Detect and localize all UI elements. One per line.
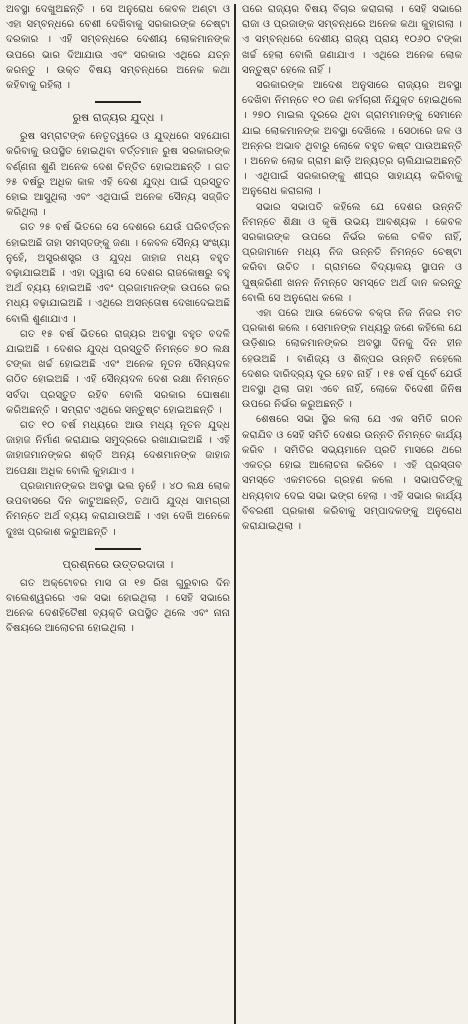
left-column <box>4 2 234 1024</box>
left-paragraph-6: ପ୍ରଜାମାନଙ୍କର ଅବସ୍ଥା ଭଲ ନୁହେଁ । ୪୦ ଲକ୍ଷ ଲୋକ ଉପବାସରେ ଦିନ କାଟୁଅଛନ୍ତି, ତଥାପି ଯୁଦ୍ଧ ସାମଗ୍ରୀ ନିମନ୍ତେ ଅର୍ଥ ବ୍ୟୟ କରାଯାଉଅଛି । ଏହା ଦେଖି ଅନେକେ ଦୁଃଖ ପ୍ରକାଶ କରୁଅଛନ୍ତି । <box>6 480 230 538</box>
right-column <box>236 2 464 1024</box>
left-paragraph-5: ଗତ ୧୦ ବର୍ଷ ମଧ୍ୟରେ ଆଉ ମଧ୍ୟ ନୂତନ ଯୁଦ୍ଧ ଜାହାଜ ନିର୍ମାଣ କରାଯାଇ ସମୁଦ୍ରରେ ରଖାଯାଇଅଛି । ଏହି ଜାହାଜମାନଙ୍କର ଶକ୍ତି ଅନ୍ୟ ଦେଶମାନଙ୍କ ଜାହାଜ ଅପେକ୍ଷା ଅଧିକ ବୋଲି କୁହାଯାଏ । <box>6 420 230 477</box>
left-paragraph-2: ରୁଷ ସମ୍ରାଟଙ୍କ ନେତୃତ୍ୱରେ ଓ ଯୁଦ୍ଧରେ ସହଯୋଗ କରିବାକୁ ଉପସ୍ଥିତ ହୋଇଥିବା ବର୍ତ୍ତମାନ ରୁଷ ସରକାରଙ୍କ ବର୍ଣ୍ଣନା ଶୁଣି ଅନେକ ଦେଶ ଚିନ୍ତିତ ହୋଇଅଛନ୍ତି । ଗତ ୨୫ ବର୍ଷରୁ ଅଧିକ କାଳ ଏହି ଦେଶ ଯୁଦ୍ଧ ପାଇଁ ପ୍ରସ୍ତୁତ ହୋଇ ଆସୁଥିଲା ଏବଂ ଏଥିପାଇଁ ଅନେକ ସୈନ୍ୟ ସଜ୍ଜିତ କରିଥିଲା । <box>6 131 230 219</box>
right-paragraph-4: ଏହା ପରେ ଆଉ କେତେକ ବକ୍ତା ନିଜ ନିଜର ମତ ପ୍ରକାଶ କଲେ । ସେମାନଙ୍କ ମଧ୍ୟରୁ ଜଣେ କହିଲେ ଯେ ଉଡ଼ିଶାର ଲୋକମାନଙ୍କର ଅବସ୍ଥା ଦିନକୁ ଦିନ ହୀନ ହେଉଅଛି । ବାଣିଜ୍ୟ ଓ ଶିଳ୍ପର ଉନ୍ନତି ନହେଲେ ଦେଶର ଦାରିଦ୍ର୍ୟ ଦୂର ହେବ ନାହିଁ । ୧୫ ବର୍ଷ ପୂର୍ବେ ଯେଉଁ ଅବସ୍ଥା ଥିଲା ତାହା ଏବେ ନାହିଁ, ଲୋକେ ବିଦେଶୀ ଜିନିଷ ଉପରେ ନିର୍ଭର କରୁଅଛନ୍ତି । <box>242 308 462 411</box>
left-paragraph-1: ଅବସ୍ଥା ଦେଖୁଅଛନ୍ତି । ସେ ଅନୁରୋଧ କେବଳ ଅଣ୍ଟା ଓ ଏହା ସମ୍ବନ୍ଧରେ ବେଶୀ ଦେଖିବାକୁ ସରକାରଙ୍କ ଚେଷ୍ଟା ଦରକାର । ଏହି ସମ୍ବନ୍ଧରେ ଦେଶୀୟ ଲୋକମାନଙ୍କ ଉପରେ ଭାର ଦିଆଯାଉ ଏବଂ ସରକାର ଏଥିରେ ଯତ୍ନ କରନ୍ତୁ । ଉକ୍ତ ବିଷୟ ସମ୍ବନ୍ଧରେ ଅନେକ କଥା କହିବାକୁ ରହିଲା । <box>6 4 230 92</box>
left-paragraph-7: ଗତ ଅକ୍ଟୋବର ମାସ ତା ୧୭ ରିଖ ଗୁରୁବାର ଦିନ ବାଲେଶ୍ୱରରେ ଏକ ସଭା ହୋଇଥିଲା । ସେହି ସଭାରେ ଅନେକ ଦେଶହିତୈଷୀ ବ୍ୟକ୍ତି ଉପସ୍ଥିତ ଥିଲେ ଏବଂ ନାନା ବିଷୟରେ ଆଲୋଚନା ହୋଇଥିଲା । <box>6 577 230 635</box>
article-heading-russia: ରୁଷ ରାଜ୍ୟର ଯୁଦ୍ଧ । <box>72 111 164 125</box>
right-paragraph-1: ପରେ ରାଜ୍ୟର ବିଷୟ ବିଚାର କରାଗଲା । ସେହି ସଭାରେ ରାଜା ଓ ପ୍ରଜାଙ୍କ ସମ୍ବନ୍ଧରେ ଅନେକ କଥା କୁହାଗଲା । ଏ ସମ୍ବନ୍ଧରେ ଦେଶୀୟ ରାଜ୍ୟ ପ୍ରାୟ ୧୦୬୦ ଟଙ୍କା ଖର୍ଚ୍ଚ ହେଲା ବୋଲି ଜଣାଯାଏ । ଏଥିରେ ଅନେକ ଲୋକ ସନ୍ତୁଷ୍ଟ ହେଲେ ନାହିଁ । <box>242 4 462 76</box>
right-paragraph-2: ସରକାରଙ୍କ ଆଦେଶ ଅନୁସାରେ ରାଜ୍ୟର ଅବସ୍ଥା ଦେଖିବା ନିମନ୍ତେ ୧୦ ଜଣ କର୍ମଚାରୀ ନିଯୁକ୍ତ ହୋଇଥିଲେ । ୨୭୦ ମାଇଲ ଦୂରରେ ଥିବା ଗ୍ରାମମାନଙ୍କୁ ସେମାନେ ଯାଇ ଲୋକମାନଙ୍କ ଅବସ୍ଥା ଦେଖିଲେ । ସେଠାରେ ଜଳ ଓ ଅନ୍ନର ଅଭାବ ଥିବାରୁ ଲୋକେ ବହୁତ କଷ୍ଟ ପାଉଅଛନ୍ତି । ଅନେକ ଲୋକ ଗ୍ରାମ ଛାଡ଼ି ଅନ୍ୟତ୍ର ଚାଲିଯାଇଅଛନ୍ତି । ଏଥିପାଇଁ ସରକାରଙ୍କୁ ଶୀଘ୍ର ସାହାଯ୍ୟ କରିବାକୁ ଅନୁରୋଧ କରାଗଲା । <box>242 80 462 198</box>
left-paragraph-3: ଗତ ୨୫ ବର୍ଷ ଭିତରେ ସେ ଦେଶରେ ଯେଉଁ ପରିବର୍ତ୍ତନ ହୋଇଅଛି ତାହା ସମସ୍ତଙ୍କୁ ଜଣା । କେବଳ ସୈନ୍ୟ ସଂଖ୍ୟା ନୁହେଁ, ଅସ୍ତ୍ରଶସ୍ତ୍ର ଓ ଯୁଦ୍ଧ ଜାହାଜ ମଧ୍ୟ ବହୁତ ବଢ଼ାଯାଇଅଛି । ଏହା ଦ୍ୱାରା ସେ ଦେଶର ରାଜକୋଷରୁ ବହୁ ଅର୍ଥ ବ୍ୟୟ ହୋଇଅଛି ଏବଂ ପ୍ରଜାମାନଙ୍କ ଉପରେ କର ମଧ୍ୟ ବଢ଼ାଯାଇଅଛି । ଏଥିରେ ଅସନ୍ତୋଷ ଦେଖାଦେଇଅଛି ବୋଲି ଶୁଣାଯାଏ । <box>6 222 230 325</box>
left-paragraph-4: ଗତ ୧୫ ବର୍ଷ ଭିତରେ ରାଜ୍ୟର ଅବସ୍ଥା ବହୁତ ବଦଳି ଯାଇଅଛି । ଦେଶର ଯୁଦ୍ଧ ପ୍ରସ୍ତୁତି ନିମନ୍ତେ ୭୦ ଲକ୍ଷ ଟଙ୍କା ଖର୍ଚ୍ଚ ହୋଇଅଛି ଏବଂ ଅନେକ ନୂତନ ସୈନ୍ୟଦଳ ଗଠିତ ହୋଇଅଛି । ଏହି ସୈନ୍ୟଦଳ ଦେଶ ରକ୍ଷା ନିମନ୍ତେ ସର୍ବଦା ପ୍ରସ୍ତୁତ ରହିବ ବୋଲି ସରକାର ଘୋଷଣା କରିଅଛନ୍ତି । ସମ୍ରାଟ ଏଥିରେ ସନ୍ତୁଷ୍ଟ ହୋଇଅଛନ୍ତି । <box>6 328 230 416</box>
right-paragraph-3: ସଭାର ସଭାପତି କହିଲେ ଯେ ଦେଶର ଉନ୍ନତି ନିମନ୍ତେ ଶିକ୍ଷା ଓ କୃଷି ଉଭୟ ଆବଶ୍ୟକ । କେବଳ ସରକାରଙ୍କ ଉପରେ ନିର୍ଭର କଲେ ଚଳିବ ନାହିଁ, ପ୍ରଜାମାନେ ମଧ୍ୟ ନିଜ ଉନ୍ନତି ନିମନ୍ତେ ଚେଷ୍ଟା କରିବା ଉଚିତ । ଗ୍ରାମରେ ବିଦ୍ୟାଳୟ ସ୍ଥାପନ ଓ ପୁଷ୍କରିଣୀ ଖନନ ନିମନ୍ତେ ସମସ୍ତେ ଅର୍ଥ ଦାନ କରନ୍ତୁ ବୋଲି ସେ ଅନୁରୋଧ କଲେ । <box>242 201 462 304</box>
section-divider <box>95 548 141 550</box>
article-heading-question: ପ୍ରଶ୍ନରେ ଉତ୍ତରଦାତା । <box>62 557 174 571</box>
section-divider <box>95 101 141 103</box>
right-paragraph-5: ଶେଷରେ ସଭା ସ୍ଥିର କଲା ଯେ ଏକ ସମିତି ଗଠନ କରାଯିବ ଓ ସେହି ସମିତି ଦେଶର ଉନ୍ନତି ନିମନ୍ତେ କାର୍ଯ୍ୟ କରିବ । ସମିତିର ସଭ୍ୟମାନେ ପ୍ରତି ମାସରେ ଥରେ ଏକତ୍ର ହୋଇ ଆଲୋଚନା କରିବେ । ଏହି ପ୍ରସ୍ତାବ ସମସ୍ତେ ଏକମତରେ ଗ୍ରହଣ କଲେ । ସଭାପତିଙ୍କୁ ଧନ୍ୟବାଦ ଦେଇ ସଭା ଭଙ୍ଗ ହେଲା । ଏହି ସଭାର କାର୍ଯ୍ୟ ବିବରଣୀ ପ୍ରକାଶ କରିବାକୁ ସମ୍ପାଦକଙ୍କୁ ଅନୁରୋଧ କରାଯାଇଥିଲା । <box>242 414 462 532</box>
